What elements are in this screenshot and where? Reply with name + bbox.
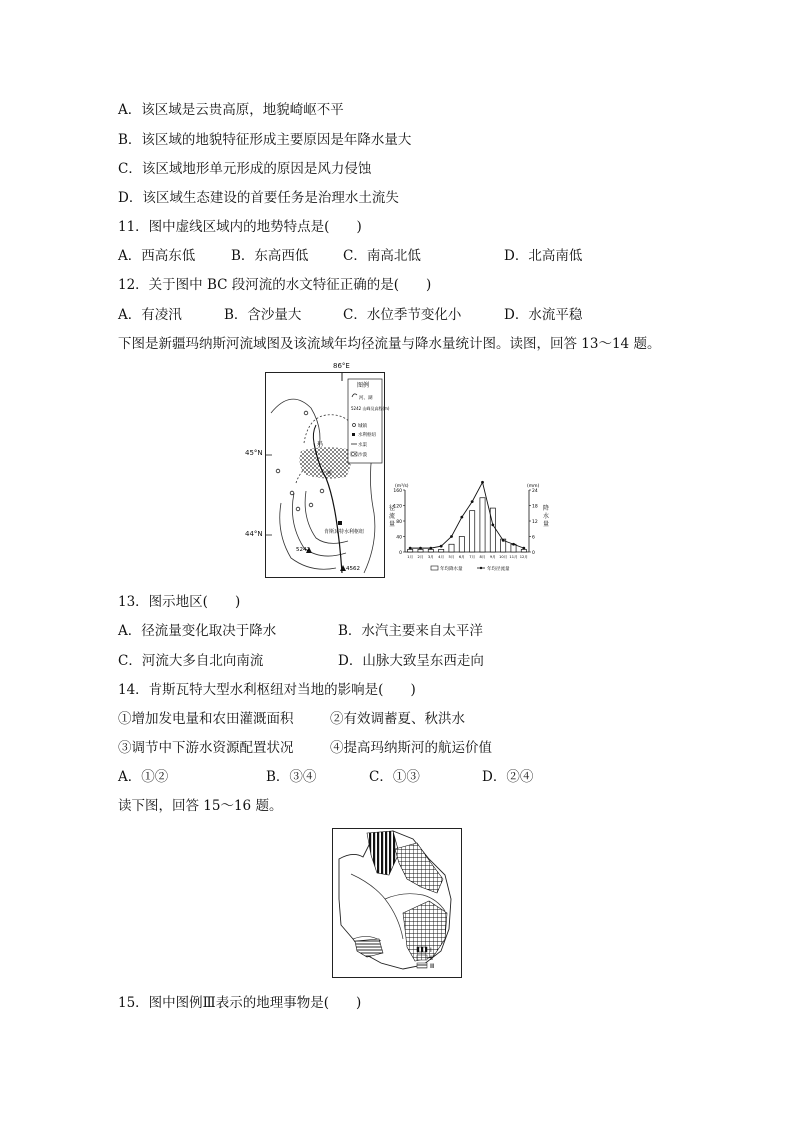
legend-iii-symbol xyxy=(417,963,427,968)
q12-option-d: D．水流平稳 xyxy=(504,307,583,323)
town-marker xyxy=(304,411,308,415)
intro-13-14: 下图是新疆玛纳斯河流域图及该流域年均径流量与降水量统计图。读图，回答 13～14 题。 xyxy=(118,336,661,352)
precip-bar xyxy=(459,537,464,553)
dam-marker xyxy=(338,521,342,525)
region-map-drawing xyxy=(333,829,461,977)
map-longitude-label: 86°E xyxy=(333,362,350,370)
map-lat-45-label: 45°N xyxy=(245,449,263,457)
runoff-point xyxy=(419,547,422,550)
q11-option-d: D．北高南低 xyxy=(504,248,583,264)
right-axis-unit: (mm) xyxy=(527,484,540,489)
chart-svg xyxy=(383,482,555,578)
legend-canal: 水渠 xyxy=(358,443,367,448)
legend-desert-symbol xyxy=(351,452,357,456)
left-axis-title-char: 流 xyxy=(389,513,396,520)
dam-label: 肯斯瓦特水利枢纽 xyxy=(324,529,365,535)
q14-item-3: ③调节中下游水资源配置状况 xyxy=(118,740,294,756)
legend-precip-symbol xyxy=(431,566,438,570)
category-label: 6月 xyxy=(458,555,465,559)
legend-runoff-label: 年均径流量 xyxy=(487,567,510,572)
right-tick-label: 18 xyxy=(532,504,538,510)
q14-item-2: ②有效调蓄夏、秋洪水 xyxy=(330,711,465,727)
category-label: 8月 xyxy=(479,555,486,559)
q13-option-b: B．水汽主要来自太平洋 xyxy=(338,623,483,639)
q11-stem: 11．图中虚线区域内的地势特点是( ) xyxy=(118,219,362,235)
legend-runoff-dot xyxy=(480,567,482,569)
q13-stem: 13．图示地区( ) xyxy=(118,594,241,610)
q14-option-a: A．①② xyxy=(118,769,169,785)
q13-option-a: A．径流量变化取决于降水 xyxy=(118,623,277,639)
q14-item-4: ④提高玛纳斯河的航运价值 xyxy=(330,740,492,756)
category-label: 1月 xyxy=(407,555,414,559)
river-label: 玛 xyxy=(317,441,324,448)
legend-precip-label: 年均降水量 xyxy=(440,567,463,572)
q13-option-c: C．河流大多自北向南流 xyxy=(118,653,264,669)
q14-option-b: B．③④ xyxy=(266,769,317,785)
q10-option-b: B．该区域的地貌特征形成主要原因是年降水量大 xyxy=(118,132,412,148)
manas-map-drawing xyxy=(266,373,390,577)
precip-bar xyxy=(521,549,526,552)
category-label: 3月 xyxy=(427,555,434,559)
q10-option-a: A．该区域是云贵高原，地貌崎岖不平 xyxy=(118,102,344,118)
runoff-point xyxy=(460,516,463,519)
runoff-point xyxy=(429,547,432,550)
q12-option-c: C．水位季节变化小 xyxy=(343,307,462,323)
legend-ii-label: Ⅱ xyxy=(430,955,433,962)
dashed-boundary xyxy=(304,415,354,443)
legend-iii-label: Ⅲ xyxy=(430,963,435,970)
right-tick-label: 12 xyxy=(532,520,538,525)
q14-option-d: D．②④ xyxy=(482,769,534,785)
map-lat-44-label: 44°N xyxy=(245,530,263,538)
category-label: 5月 xyxy=(448,555,455,559)
legend-ii-symbol xyxy=(417,955,427,960)
precip-bar xyxy=(439,549,444,552)
runoff-point xyxy=(502,539,505,542)
q11-option-a: A．西高东低 xyxy=(118,248,196,264)
q12-stem: 12．关于图中 BC 段河流的水文特征正确的是( ) xyxy=(118,277,432,293)
precip-bar xyxy=(418,549,423,552)
left-axis-title-char: 量 xyxy=(389,521,396,528)
category-label: 9月 xyxy=(489,555,496,559)
legend-iii-area xyxy=(355,939,383,957)
desert-area xyxy=(299,447,350,478)
left-tick-label: 80 xyxy=(396,520,402,525)
q10-option-c: C．该区域地形单元形成的原因是风力侵蚀 xyxy=(118,161,372,177)
runoff-precip-chart xyxy=(383,482,555,578)
runoff-point xyxy=(450,535,453,538)
q12-option-b: B．含沙量大 xyxy=(224,307,302,323)
legend-peak: 5242 山峰及高程(m) xyxy=(351,406,390,411)
q12-option-a: A．有凌汛 xyxy=(118,307,182,323)
manas-basin-map xyxy=(265,372,390,578)
peak-label-2: 4562 xyxy=(346,566,360,572)
category-label: 7月 xyxy=(469,555,476,559)
precip-bar xyxy=(490,508,495,552)
q10-option-d: D．该区域生态建设的首要任务是治理水土流失 xyxy=(118,190,399,206)
town-marker xyxy=(320,489,324,493)
category-label: 10月 xyxy=(499,555,508,559)
q14-item-1: ①增加发电量和农田灌溉面积 xyxy=(118,711,294,727)
precip-bar xyxy=(470,511,475,552)
contour-line xyxy=(280,503,336,569)
runoff-point xyxy=(512,543,515,546)
precip-bar xyxy=(449,544,454,552)
right-axis-title-char: 量 xyxy=(543,521,550,528)
q14-option-c: C．①③ xyxy=(369,769,420,785)
legend-town-symbol xyxy=(353,424,356,427)
precip-bar xyxy=(428,549,433,552)
legend-river: 河、湖 xyxy=(359,396,373,401)
category-label: 2月 xyxy=(417,555,424,559)
runoff-point xyxy=(440,545,443,548)
right-tick-label: 24 xyxy=(532,489,538,494)
left-tick-label: 40 xyxy=(396,535,402,541)
legend-desert: 沙漠 xyxy=(358,453,367,458)
left-axis-unit: (m³/s) xyxy=(395,484,409,489)
legend-dam: 水利枢纽 xyxy=(358,433,376,438)
right-axis-title-char: 降 xyxy=(543,505,550,512)
runoff-point xyxy=(471,500,474,503)
precip-bar xyxy=(408,549,413,552)
category-label: 11月 xyxy=(509,555,518,559)
contour-line xyxy=(305,491,348,543)
right-axis-title-char: 水 xyxy=(543,513,550,520)
runoff-point xyxy=(481,481,484,484)
legend-i-label: Ⅰ xyxy=(430,947,432,954)
legend-town: 城镇 xyxy=(358,424,367,429)
legend-i-symbol xyxy=(417,947,427,952)
town-marker xyxy=(276,469,280,473)
river-label-2: 河 xyxy=(326,470,333,477)
precip-bar xyxy=(480,498,485,552)
town-marker xyxy=(296,507,300,511)
q13-option-d: D．山脉大致呈东西走向 xyxy=(338,653,484,669)
left-tick-label: 0 xyxy=(399,551,402,556)
right-tick-label: 0 xyxy=(532,551,535,556)
q15-stem: 15．图中图例Ⅲ表示的地理事物是( ) xyxy=(118,995,362,1011)
q14-stem: 14．肯斯瓦特大型水利枢纽对当地的影响是( ) xyxy=(118,682,416,698)
q11-option-b: B．东高西低 xyxy=(231,248,309,264)
legend-title: 图例 xyxy=(357,382,370,389)
peak-label-1: 5242 xyxy=(296,547,310,553)
category-label: 4月 xyxy=(438,555,445,559)
right-tick-label: 6 xyxy=(532,535,535,541)
left-tick-label: 160 xyxy=(393,489,402,494)
map-legend-box xyxy=(348,379,382,463)
region-map-2 xyxy=(332,828,462,978)
runoff-point xyxy=(409,547,412,550)
intro-15-16: 读下图，回答 15～16 题。 xyxy=(118,798,283,814)
town-marker xyxy=(309,503,313,507)
runoff-line xyxy=(410,482,524,548)
runoff-point xyxy=(491,523,494,526)
left-tick-label: 120 xyxy=(393,504,402,510)
runoff-point xyxy=(522,547,525,550)
legend-dam-symbol xyxy=(352,433,355,436)
town-marker xyxy=(290,491,294,495)
left-axis-title-char: 径 xyxy=(389,505,396,512)
q11-option-c: C．南高北低 xyxy=(343,248,421,264)
manas-river-upper xyxy=(313,425,316,443)
category-label: 12月 xyxy=(519,555,528,559)
